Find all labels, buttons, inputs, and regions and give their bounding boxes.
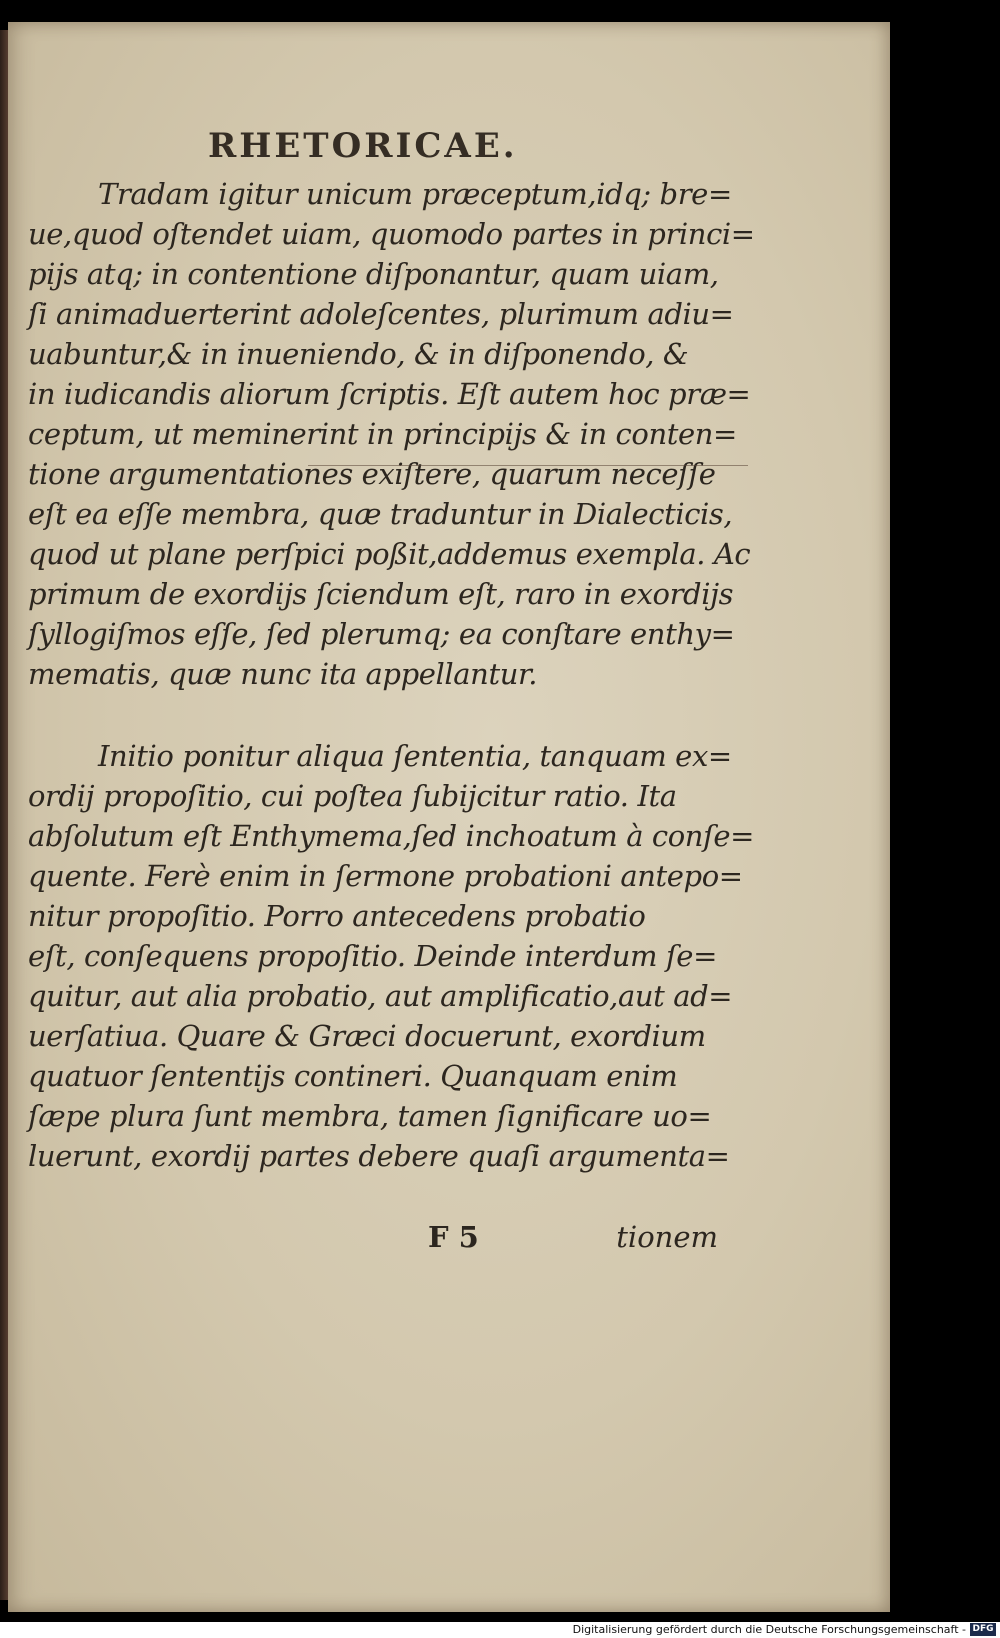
text-line: Initio ponitur aliqua ſententia, tanquam ex= [98,739,732,773]
page-text-block [28,22,755,1612]
text-line: quatuor ſententijs contineri. Quanquam enim [28,1059,678,1093]
text-line: luerunt, exordij partes debere quaſi argumenta= [28,1139,730,1173]
text-line: quitur, aut alia probatio, aut amplificatio,aut ad= [28,979,733,1013]
text-line: eſt ea eſſe membra, quæ traduntur in Dialecticis, [28,497,733,531]
text-line: eſt, conſequens propoſitio. Deinde interdum ſe= [28,939,717,973]
text-line: in iudicandis aliorum ſcriptis. Eſt autem hoc præ= [28,377,751,411]
footer-credit: Digitalisierung gefördert durch die Deutsche Forschungsgemeinschaft - [572,1623,966,1636]
text-line: ſyllogiſmos eſſe, ſed plerumq; ea conſtare enthy= [28,617,735,651]
signature-mark: F 5 [428,1220,479,1254]
text-line: ordij propoſitio, cui poſtea ſubijcitur ratio. Ita [28,779,677,813]
text-line: ſæpe plura ſunt membra, tamen ſignificare uo= [28,1099,712,1133]
text-line: pijs atq; in contentione diſponantur, quam uiam, [28,257,719,291]
text-line: mematis, quæ nunc ita appellantur. [28,657,538,691]
text-line: nitur propoſitio. Porro antecedens probatio [28,899,646,933]
paragraph-2 [28,736,755,1176]
text-line: abſolutum eſt Enthymema,ſed inchoatum à conſe= [28,819,755,853]
text-line: ſi animaduerterint adoleſcentes, plurimum adiu= [28,297,734,331]
book-page [8,22,890,1612]
text-line: quod ut plane perſpici poßit,addemus exempla. Ac [28,537,751,571]
catchword: tionem [616,1220,718,1254]
text-line: ceptum, ut meminerint in principijs & in conten= [28,417,737,451]
text-line: uabuntur,& in inueniendo, & in diſponendo, & [28,337,689,371]
text-line: uerſatiua. Quare & Græci docuerunt, exordium [28,1019,706,1053]
text-line: Tradam igitur unicum præceptum,idq; bre= [98,177,732,211]
running-head: RHETORICAE. [208,126,518,166]
paragraph-1 [28,174,755,694]
text-line: ue,quod oſtendet uiam, quomodo partes in princi= [28,217,755,251]
dfg-logo-icon: DFG [970,1623,996,1636]
pencil-underline [308,465,748,466]
text-line: primum de exordijs ſciendum eſt, raro in exordijs [28,577,734,611]
text-line: tione argumentationes exiſtere, quarum neceſſe [28,457,716,491]
text-line: quente. Ferè enim in ſermone probationi antepo= [28,859,743,893]
